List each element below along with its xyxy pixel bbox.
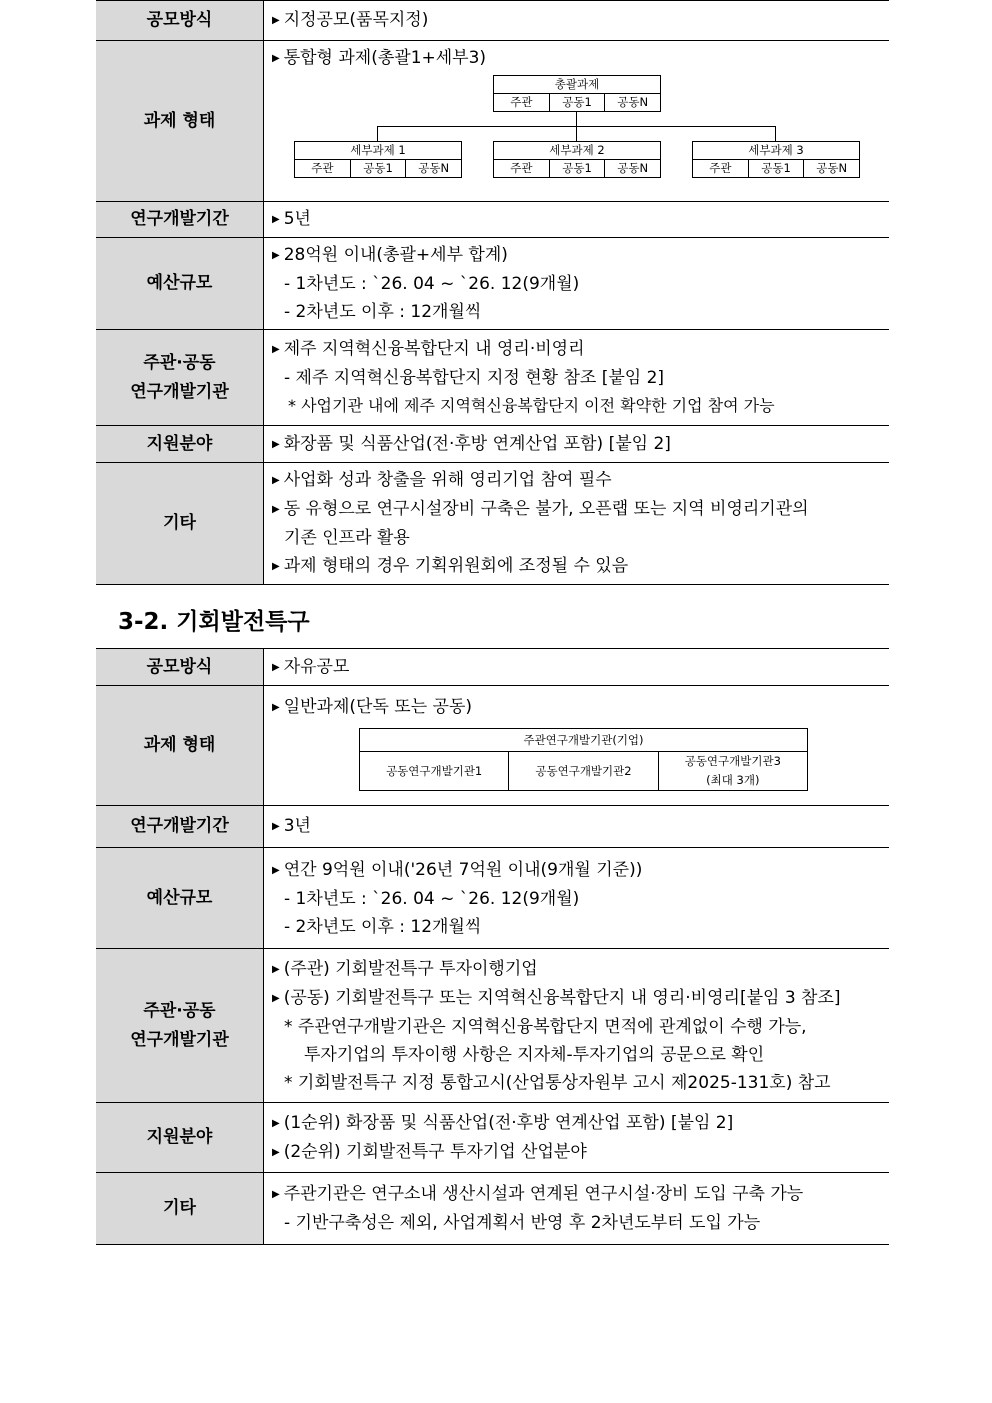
value-field: 화장품 및 식품산업(전·후방 연계산업 포함) [붙임 2] <box>283 433 671 454</box>
triangle-bullet-icon: ▶ <box>272 15 280 26</box>
triangle-bullet-icon: ▶ <box>272 963 280 975</box>
diagram-top-box: 총괄과제 주관 공동1 공동N <box>493 75 661 112</box>
section2-table <box>96 648 889 1245</box>
value-type: 통합형 과제(총괄1+세부3) <box>283 48 487 68</box>
row-org <box>96 330 889 426</box>
label-etc: 기타 <box>96 1173 264 1245</box>
label-budget: 예산규모 <box>96 848 264 949</box>
label-field: 지원분야 <box>96 426 264 463</box>
row-type <box>96 41 889 202</box>
row-type <box>96 686 889 806</box>
row-org <box>96 949 889 1103</box>
connector-line <box>576 111 577 126</box>
row-budget <box>96 238 889 330</box>
budget-sub-2: - 2차년도 이후 : 12개월씩 <box>284 916 482 937</box>
budget-sub-2: - 2차년도 이후 : 12개월씩 <box>284 302 482 322</box>
label-org: 주관·공동 연구개발기관 <box>96 330 264 426</box>
triangle-bullet-icon: ▶ <box>272 661 280 673</box>
label-field: 지원분야 <box>96 1103 264 1173</box>
label-type: 과제 형태 <box>96 686 264 806</box>
connector-line <box>775 126 776 141</box>
connector-line <box>377 126 378 141</box>
org-note-1-cont: 투자기업의 투자이행 사항은 지자체-투자기업의 공문으로 확인 <box>304 1044 765 1065</box>
org-note-2: * 기회발전특구 지정 통합고시(산업통상자원부 고시 제2025-131호) 참고 <box>284 1072 831 1093</box>
row-field <box>96 426 889 463</box>
triangle-bullet-icon: ▶ <box>272 438 280 450</box>
row-etc <box>96 463 889 585</box>
value-type: 일반과제(단독 또는 공동) <box>283 697 472 717</box>
triangle-bullet-icon: ▶ <box>272 821 280 832</box>
row-field <box>96 1103 889 1173</box>
label-method: 공모방식 <box>96 1 264 41</box>
org-sub-1: - 제주 지역혁신융복합단지 지정 현황 참조 [붙임 2] <box>284 368 665 388</box>
diagram-sub-box-1: 세부과제 1 주관 공동1 공동N <box>294 141 462 178</box>
value-org: 제주 지역혁신융복합단지 내 영리·비영리 <box>283 339 585 359</box>
org-item-2: (공동) 기회발전특구 또는 지역혁신융복합단지 내 영리·비영리[붙임 3 참조] <box>283 987 841 1008</box>
label-org: 주관·공동 연구개발기관 <box>96 949 264 1103</box>
diagram-sub-box-2: 세부과제 2 주관 공동1 공동N <box>493 141 661 178</box>
value-method: 자유공모 <box>283 656 350 677</box>
integrated-project-diagram <box>272 73 883 198</box>
diagram-lead-box: 주관연구개발기관(기업) 공동연구개발기관1 공동연구개발기관2 공동연구개발기관3 (최대 3개) <box>359 728 808 791</box>
triangle-bullet-icon: ▶ <box>272 250 280 261</box>
triangle-bullet-icon: ▶ <box>272 504 280 515</box>
section-heading: 3-2. 기회발전특구 <box>118 609 310 635</box>
label-period: 연구개발기간 <box>96 806 264 848</box>
row-etc <box>96 1173 889 1245</box>
section1-table <box>96 0 889 585</box>
budget-sub-1: - 1차년도 : `26. 04 ~ `26. 12(9개월) <box>284 274 580 294</box>
row-method <box>96 649 889 686</box>
triangle-bullet-icon: ▶ <box>272 475 280 486</box>
triangle-bullet-icon: ▶ <box>272 53 280 64</box>
triangle-bullet-icon: ▶ <box>272 214 280 225</box>
triangle-bullet-icon: ▶ <box>272 702 280 713</box>
triangle-bullet-icon: ▶ <box>272 992 280 1004</box>
triangle-bullet-icon: ▶ <box>272 1189 280 1200</box>
org-note-1: * 주관연구개발기관은 지역혁신융복합단지 면적에 관계없이 수행 가능, <box>284 1016 807 1037</box>
etc-item-2-cont: 기존 인프라 활용 <box>284 528 410 548</box>
etc-sub-1: - 기반구축성은 제외, 사업계획서 반영 후 2차년도부터 도입 가능 <box>284 1213 761 1233</box>
org-note: * 사업기관 내에 제주 지역혁신융복합단지 이전 확약한 기업 참여 가능 <box>288 396 775 415</box>
diagram-sub-box-3: 세부과제 3 주관 공동1 공동N <box>692 141 860 178</box>
label-etc: 기타 <box>96 463 264 585</box>
budget-sub-1: - 1차년도 : `26. 04 ~ `26. 12(9개월) <box>284 888 580 909</box>
triangle-bullet-icon: ▶ <box>272 1146 280 1158</box>
etc-item-1: 주관기관은 연구소내 생산시설과 연계된 연구시설·장비 도입 구축 가능 <box>283 1184 804 1204</box>
field-item-1: (1순위) 화장품 및 식품산업(전·후방 연계산업 포함) [붙임 2] <box>283 1112 734 1133</box>
row-method <box>96 1 889 41</box>
connector-line <box>576 126 577 141</box>
triangle-bullet-icon: ▶ <box>272 1117 280 1129</box>
value-budget: 연간 9억원 이내('26년 7억원 이내(9개월 기준)) <box>283 859 643 880</box>
org-item-1: (주관) 기회발전특구 투자이행기업 <box>283 958 538 979</box>
row-period <box>96 806 889 848</box>
label-method: 공모방식 <box>96 649 264 686</box>
etc-item-3: 과제 형태의 경우 기획위원회에 조정될 수 있음 <box>283 556 629 576</box>
general-project-diagram <box>272 722 883 790</box>
etc-item-2: 동 유형으로 연구시설장비 구축은 불가, 오픈랩 또는 지역 비영리기관의 <box>283 499 809 519</box>
field-item-2: (2순위) 기회발전특구 투자기업 산업분야 <box>283 1141 587 1162</box>
value-budget: 28억원 이내(총괄+세부 합계) <box>283 245 508 265</box>
value-method: 지정공모(품목지정) <box>283 10 429 30</box>
etc-item-1: 사업화 성과 창출을 위해 영리기업 참여 필수 <box>283 470 612 490</box>
triangle-bullet-icon: ▶ <box>272 561 280 572</box>
label-period: 연구개발기간 <box>96 202 264 238</box>
value-period: 3년 <box>283 816 311 836</box>
label-type: 과제 형태 <box>96 41 264 202</box>
row-budget <box>96 848 889 949</box>
row-period <box>96 202 889 238</box>
triangle-bullet-icon: ▶ <box>272 864 280 876</box>
label-budget: 예산규모 <box>96 238 264 330</box>
triangle-bullet-icon: ▶ <box>272 344 280 355</box>
value-period: 5년 <box>283 209 311 229</box>
